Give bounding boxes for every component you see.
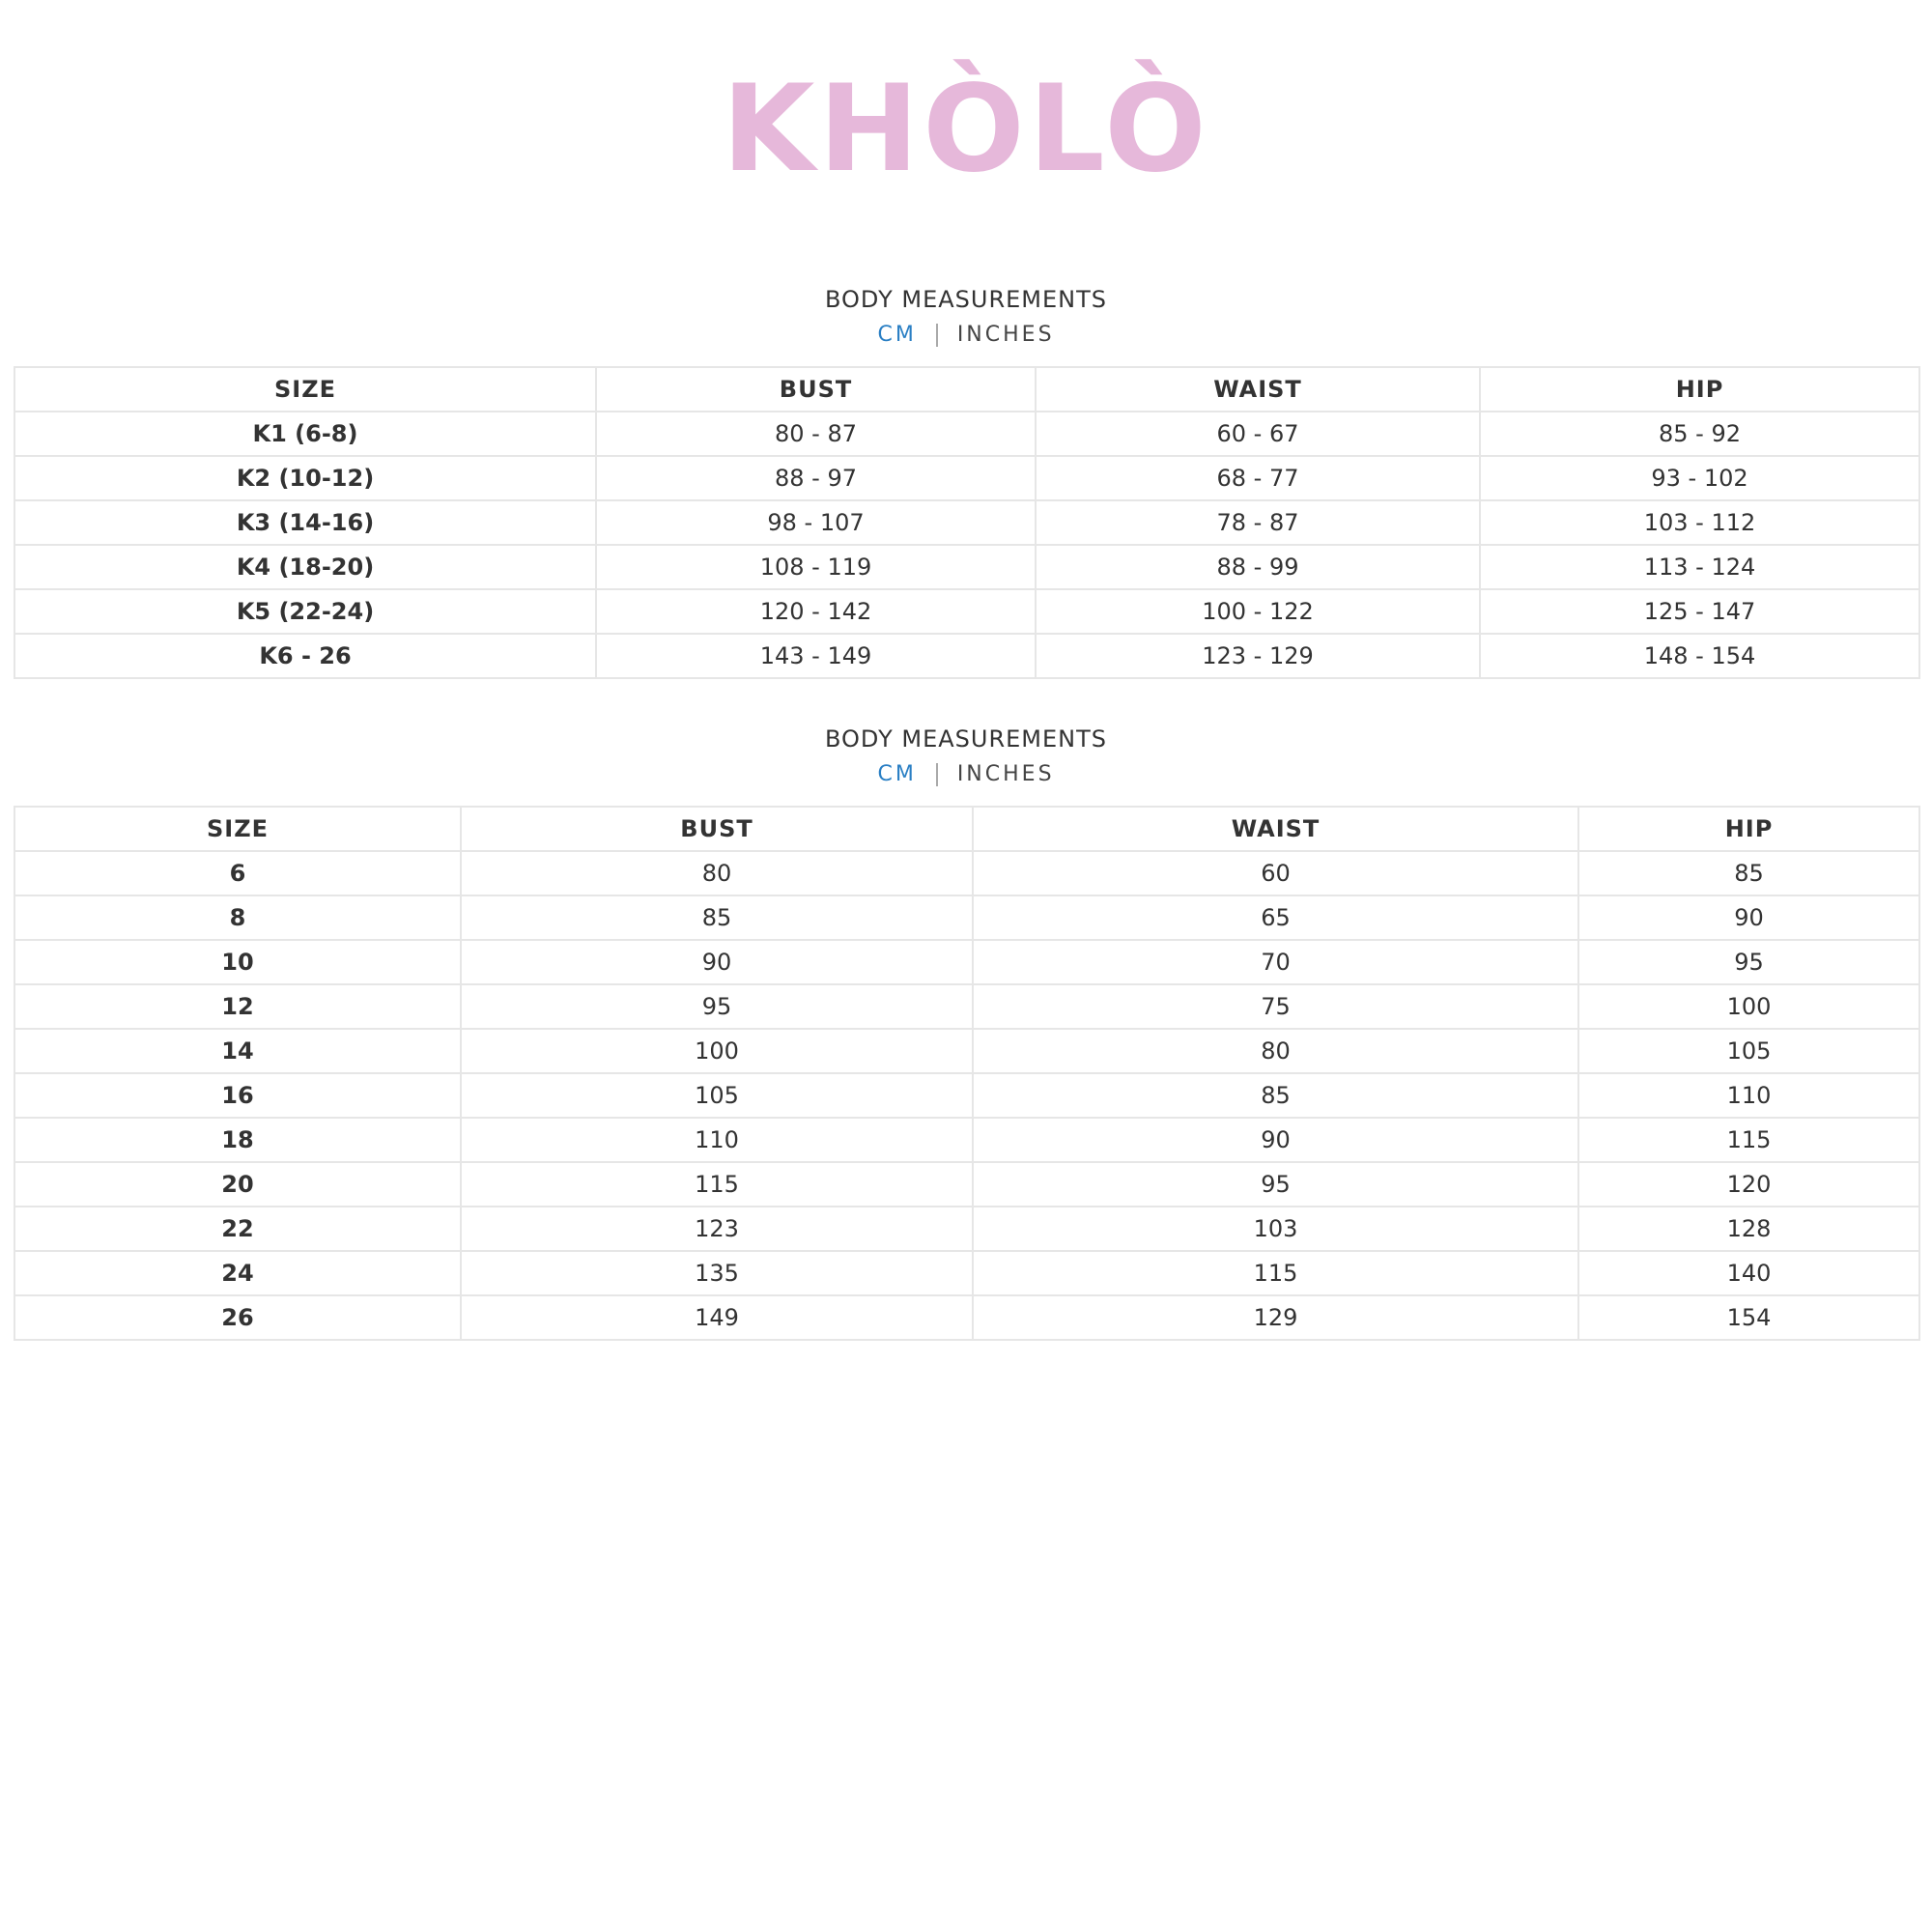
unit-cm-option[interactable]: CM xyxy=(877,323,917,347)
unit-cm-option[interactable]: CM xyxy=(877,762,917,786)
cell-bust: 110 xyxy=(461,1118,973,1162)
header-hip: HIP xyxy=(1480,367,1919,412)
cell-waist: 90 xyxy=(973,1118,1578,1162)
cell-waist: 60 xyxy=(973,851,1578,895)
cell-size: 12 xyxy=(14,984,461,1029)
header-bust: BUST xyxy=(461,807,973,851)
brand-logo: KHÒLÒ xyxy=(722,60,1210,199)
table-header-row xyxy=(14,807,1919,851)
table-row xyxy=(14,1251,1919,1295)
cell-size: K6 - 26 xyxy=(14,634,596,678)
cell-waist: 115 xyxy=(973,1251,1578,1295)
table-header-row xyxy=(14,367,1919,412)
cell-hip: 120 xyxy=(1578,1162,1919,1207)
table-row xyxy=(14,456,1919,500)
cell-waist: 95 xyxy=(973,1162,1578,1207)
header-hip: HIP xyxy=(1578,807,1919,851)
cell-waist: 100 - 122 xyxy=(1036,589,1480,634)
table-row xyxy=(14,984,1919,1029)
cell-waist: 70 xyxy=(973,940,1578,984)
cell-size: 20 xyxy=(14,1162,461,1207)
cell-bust: 95 xyxy=(461,984,973,1029)
table-row xyxy=(14,895,1919,940)
unit-inches-option[interactable]: INCHES xyxy=(956,323,1055,347)
cell-size: K3 (14-16) xyxy=(14,500,596,545)
size-table-single xyxy=(14,806,1920,1341)
cell-waist: 60 - 67 xyxy=(1036,412,1480,456)
table-row xyxy=(14,634,1919,678)
table-row xyxy=(14,1295,1919,1340)
table-row xyxy=(14,1073,1919,1118)
table-row xyxy=(14,1162,1919,1207)
section-title-2: BODY MEASUREMENTS xyxy=(824,725,1108,753)
cell-waist: 129 xyxy=(973,1295,1578,1340)
size-table-ranges xyxy=(14,366,1920,679)
cell-bust: 90 xyxy=(461,940,973,984)
cell-hip: 95 xyxy=(1578,940,1919,984)
cell-bust: 80 - 87 xyxy=(596,412,1036,456)
cell-bust: 143 - 149 xyxy=(596,634,1036,678)
header-waist: WAIST xyxy=(973,807,1578,851)
cell-hip: 93 - 102 xyxy=(1480,456,1919,500)
cell-size: 6 xyxy=(14,851,461,895)
table-row xyxy=(14,500,1919,545)
table-row xyxy=(14,1118,1919,1162)
unit-switch-2 xyxy=(0,762,1932,786)
cell-hip: 85 - 92 xyxy=(1480,412,1919,456)
section-title-1: BODY MEASUREMENTS xyxy=(824,286,1108,313)
cell-bust: 100 xyxy=(461,1029,973,1073)
unit-inches-option[interactable]: INCHES xyxy=(956,762,1055,786)
cell-bust: 123 xyxy=(461,1207,973,1251)
cell-hip: 103 - 112 xyxy=(1480,500,1919,545)
cell-hip: 100 xyxy=(1578,984,1919,1029)
cell-size: K2 (10-12) xyxy=(14,456,596,500)
unit-divider xyxy=(936,763,938,786)
cell-hip: 154 xyxy=(1578,1295,1919,1340)
table-row xyxy=(14,589,1919,634)
cell-bust: 85 xyxy=(461,895,973,940)
cell-bust: 88 - 97 xyxy=(596,456,1036,500)
header-size: SIZE xyxy=(14,367,596,412)
cell-size: K4 (18-20) xyxy=(14,545,596,589)
cell-size: 10 xyxy=(14,940,461,984)
cell-size: 14 xyxy=(14,1029,461,1073)
cell-waist: 103 xyxy=(973,1207,1578,1251)
cell-hip: 140 xyxy=(1578,1251,1919,1295)
cell-size: 8 xyxy=(14,895,461,940)
cell-bust: 135 xyxy=(461,1251,973,1295)
unit-switch-1 xyxy=(0,323,1932,347)
cell-bust: 80 xyxy=(461,851,973,895)
cell-bust: 98 - 107 xyxy=(596,500,1036,545)
cell-waist: 78 - 87 xyxy=(1036,500,1480,545)
cell-waist: 75 xyxy=(973,984,1578,1029)
header-waist: WAIST xyxy=(1036,367,1480,412)
unit-divider xyxy=(936,324,938,347)
cell-hip: 125 - 147 xyxy=(1480,589,1919,634)
cell-size: K1 (6-8) xyxy=(14,412,596,456)
table-row xyxy=(14,545,1919,589)
cell-bust: 108 - 119 xyxy=(596,545,1036,589)
cell-waist: 80 xyxy=(973,1029,1578,1073)
cell-hip: 128 xyxy=(1578,1207,1919,1251)
cell-hip: 113 - 124 xyxy=(1480,545,1919,589)
table-row xyxy=(14,1029,1919,1073)
cell-bust: 105 xyxy=(461,1073,973,1118)
table-row xyxy=(14,1207,1919,1251)
cell-hip: 90 xyxy=(1578,895,1919,940)
cell-size: 22 xyxy=(14,1207,461,1251)
cell-bust: 115 xyxy=(461,1162,973,1207)
cell-waist: 88 - 99 xyxy=(1036,545,1480,589)
cell-bust: 149 xyxy=(461,1295,973,1340)
table-row xyxy=(14,940,1919,984)
table-row xyxy=(14,412,1919,456)
cell-size: 24 xyxy=(14,1251,461,1295)
cell-size: 18 xyxy=(14,1118,461,1162)
cell-waist: 85 xyxy=(973,1073,1578,1118)
header-bust: BUST xyxy=(596,367,1036,412)
cell-bust: 120 - 142 xyxy=(596,589,1036,634)
cell-waist: 68 - 77 xyxy=(1036,456,1480,500)
table-row xyxy=(14,851,1919,895)
cell-hip: 105 xyxy=(1578,1029,1919,1073)
cell-waist: 123 - 129 xyxy=(1036,634,1480,678)
cell-size: 16 xyxy=(14,1073,461,1118)
cell-size: 26 xyxy=(14,1295,461,1340)
cell-hip: 148 - 154 xyxy=(1480,634,1919,678)
cell-hip: 110 xyxy=(1578,1073,1919,1118)
cell-size: K5 (22-24) xyxy=(14,589,596,634)
cell-hip: 115 xyxy=(1578,1118,1919,1162)
header-size: SIZE xyxy=(14,807,461,851)
cell-hip: 85 xyxy=(1578,851,1919,895)
cell-waist: 65 xyxy=(973,895,1578,940)
